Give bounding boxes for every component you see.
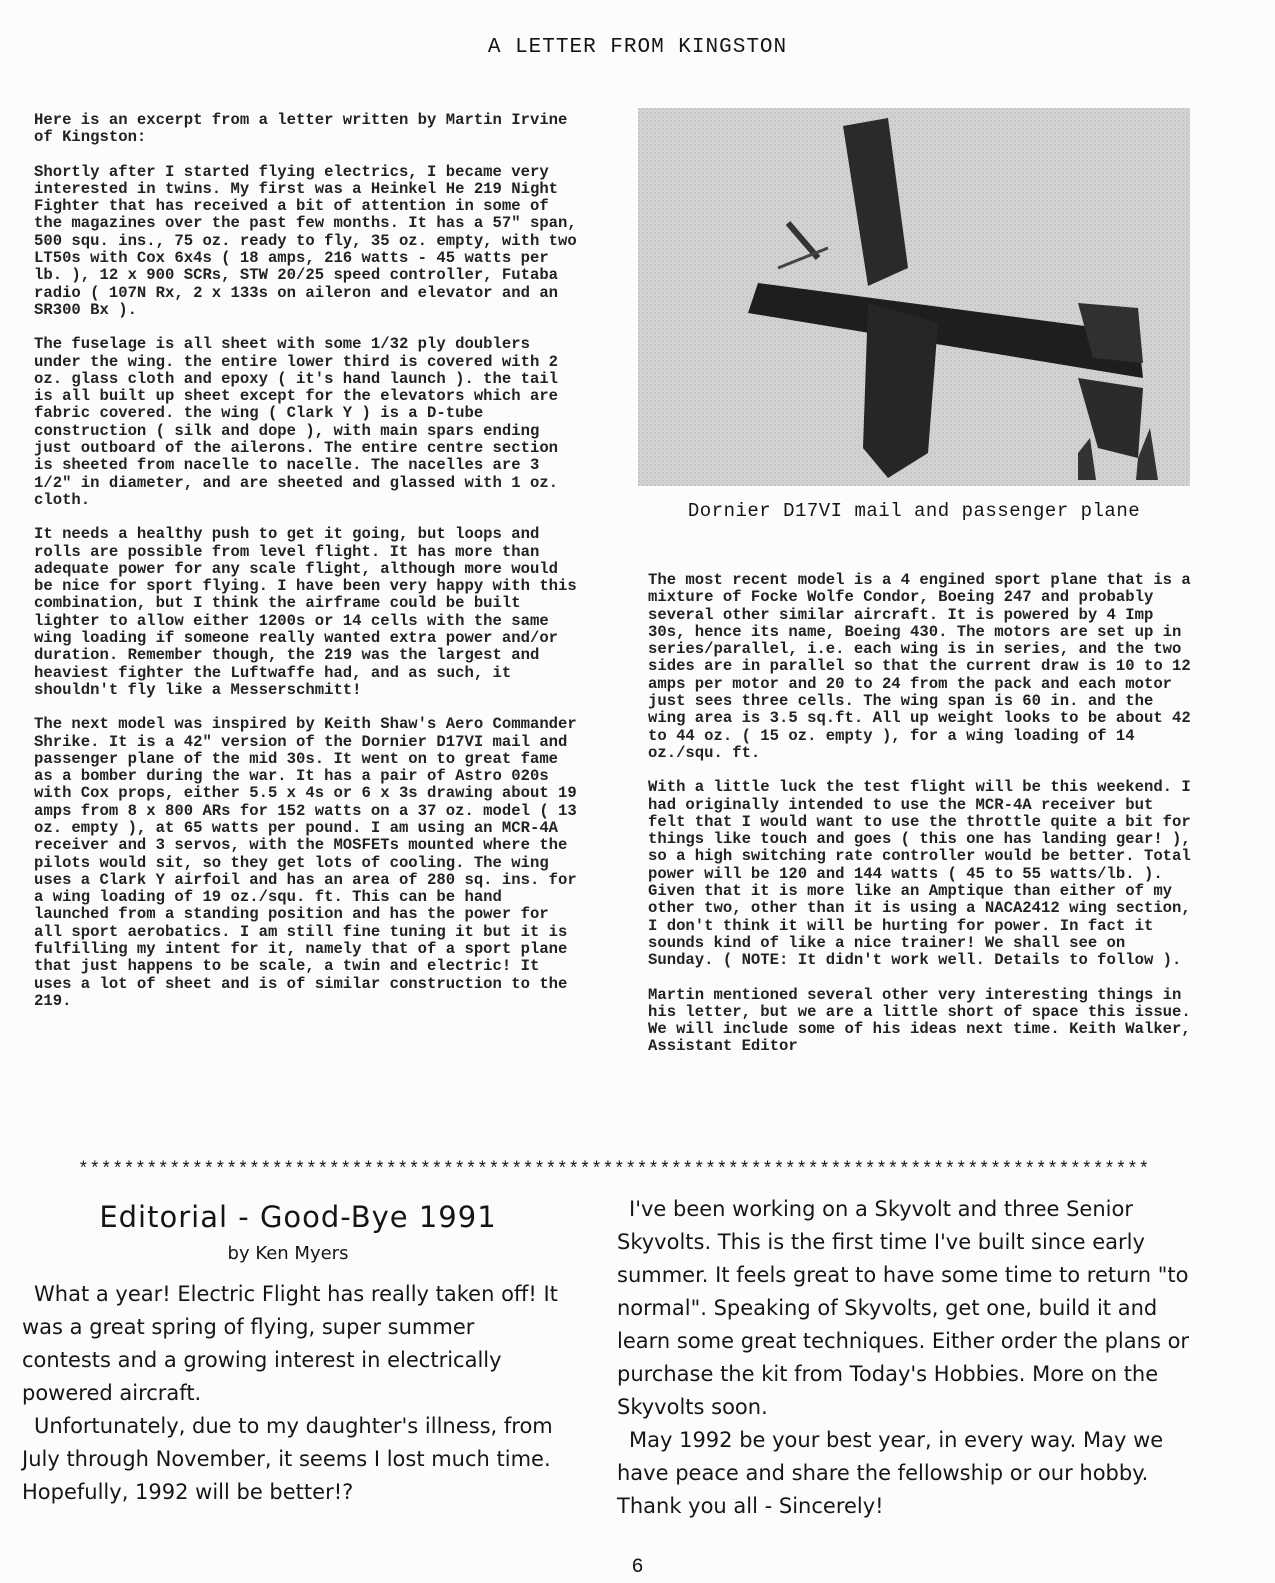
article-signoff: Martin mentioned several other very interesting things in his letter, but we are a little short of space this issue. We will include some of his ideas next time. Keith Walker, Assistant Editor bbox=[648, 985, 1201, 1056]
article-paragraph: With a little luck the test flight will be this weekend. I had originally intended to use the MCR-4A receiver but felt that I would want to use the throttle quite a bit for things like touch and goes ( this one has landing gear! ), so a high switching rate controller would be better. Total power will be 120 and 144 watts ( 45 to 55 watts/lb. ). Given that it is more like an Amptique than either of my other two, other than it is using a NACA2412 wing section, I don't think it will be hurting for power. In fact it sounds kind of like a nice trainer! We shall see on Sunday. ( NOTE: It didn't work well. Details to follow ). bbox=[648, 778, 1201, 970]
article-left-column bbox=[34, 111, 587, 1027]
editorial-paragraph: Unfortunately, due to my daughter's illness, from July through November, it seems I lost much time. Hopefully, 1992 will be better!? bbox=[22, 1414, 553, 1504]
section-divider: ********************************************************************************************** bbox=[78, 1160, 1150, 1180]
article-paragraph: The fuselage is all sheet with some 1/32 ply doublers under the wing. the entire lower third is covered with 2 oz. glass cloth and epoxy ( it's hand launch ). the tail is all built up sheet except for the elevators which are fabric covered. the wing ( Clark Y ) is a D-tube construction ( silk and dope ), with main spars ending just outboard of the ailerons. The entire centre section is sheeted from nacelle to nacelle. The nacelles are 3 1/2" in diameter, and are sheeted and glassed with 1 oz. cloth. bbox=[34, 335, 568, 509]
article-paragraph: The most recent model is a 4 engined sport plane that is a mixture of Focke Wolfe Condor, Boeing 247 and probably several other similar aircraft. It is powered by 4 Imp 30s, hence its name, Boeing 430. The motors are set up in series/parallel, i.e. each wing is in series, and the two sides are in parallel so that the current draw is 10 to 12 amps per motor and 20 to 24 from the pack and each motor just sees three cells. The wing span is 60 in. and the wing area is 3.5 sq.ft. All up weight looks to be about 42 to 44 oz. ( 15 oz. empty ), for a wing loading of 14 oz./squ. ft. bbox=[648, 571, 1201, 762]
editorial-paragraph: What a year! Electric Flight has really taken off! It was a great spring of flying, super summer contests and a growing interest in electrically powered aircraft. bbox=[22, 1282, 558, 1405]
article-intro: Here is an excerpt from a letter written by Martin Irvine of Kingston: bbox=[34, 111, 577, 147]
editorial-left-column bbox=[22, 1278, 567, 1509]
editorial-right-column bbox=[617, 1193, 1192, 1523]
article-paragraph: The next model was inspired by Keith Shaw's Aero Commander Shrike. It is a 42" version of the Dornier D17VI mail and passenger plane of the mid 30s. It went on to great fame as a bomber during the war. It has a pair of Astro 020s with Cox props, either 5.5 x 4s or 6 x 3s drawing about 19 amps from 8 x 800 ARs for 152 watts on a 37 oz. model ( 13 oz. empty ), at 65 watts per pound. I am using an MCR-4A receiver and 3 servos, with the MOSFETs mounted where the pilots would sit, so they get lots of cooling. The wing uses a Clark Y airfoil and has an area of 280 sq. ins. for a wing loading of 19 oz./squ. ft. This can be hand launched from a standing position and has the power for all sport aerobatics. I am still fine tuning it but it is fulfilling my intent for it, namely that of a sport plane that just happens to be scale, a twin and electric! It uses a lot of sheet and is of similar construction to the 219. bbox=[34, 715, 587, 1010]
airplane-photo bbox=[638, 108, 1190, 486]
editorial-paragraph: I've been working on a Skyvolt and three Senior Skyvolts. This is the first time I've built since early summer. It feels great to have some time to return "to normal". Speaking of Skyvolts, get one, build it and learn some great techniques. Either order the plans or purchase the kit from Today's Hobbies. More on the Skyvolts soon. bbox=[617, 1197, 1190, 1419]
page-title: A LETTER FROM KINGSTON bbox=[487, 36, 788, 59]
article-paragraph: It needs a healthy push to get it going, but loops and rolls are possible from level flight. It has more than adequate power for any scale flight, although more would be nice for sport flying. I have been very happy with this combination, but I think the airframe could be built lighter to allow either 1200s or 14 cells with the same wing loading if someone really wanted extra power and/or duration. Remember though, the 219 was the largest and heaviest fighter the Luftwaffe had, and as such, it shouldn't fly like a Messerschmitt! bbox=[34, 525, 587, 699]
article-paragraph: Shortly after I started flying electrics, I became very interested in twins. My first was a Heinkel He 219 Night Fighter that has received a bit of attention in some of the magazines over the past few months. It has a 57" span, 500 squ. ins., 75 oz. ready to fly, 35 oz. empty, with two LT50s with Cox 6x4s ( 18 amps, 216 watts - 45 watts per lb. ), 12 x 900 SCRs, STW 20/25 speed controller, Futaba radio ( 107N Rx, 2 x 133s on aileron and elevator and an SR300 Bx ). bbox=[34, 162, 587, 319]
editorial-byline: by Ken Myers bbox=[227, 1243, 349, 1264]
page-number: 6 bbox=[631, 1556, 644, 1579]
editorial-paragraph: May 1992 be your best year, in every way. May we have peace and share the fellowship or our hobby. Thank you all - Sincerely! bbox=[617, 1428, 1164, 1518]
photo-caption: Dornier D17VI mail and passenger plane bbox=[687, 500, 1141, 522]
article-right-column bbox=[648, 571, 1201, 1073]
editorial-title: Editorial - Good-Bye 1991 bbox=[99, 1200, 497, 1234]
